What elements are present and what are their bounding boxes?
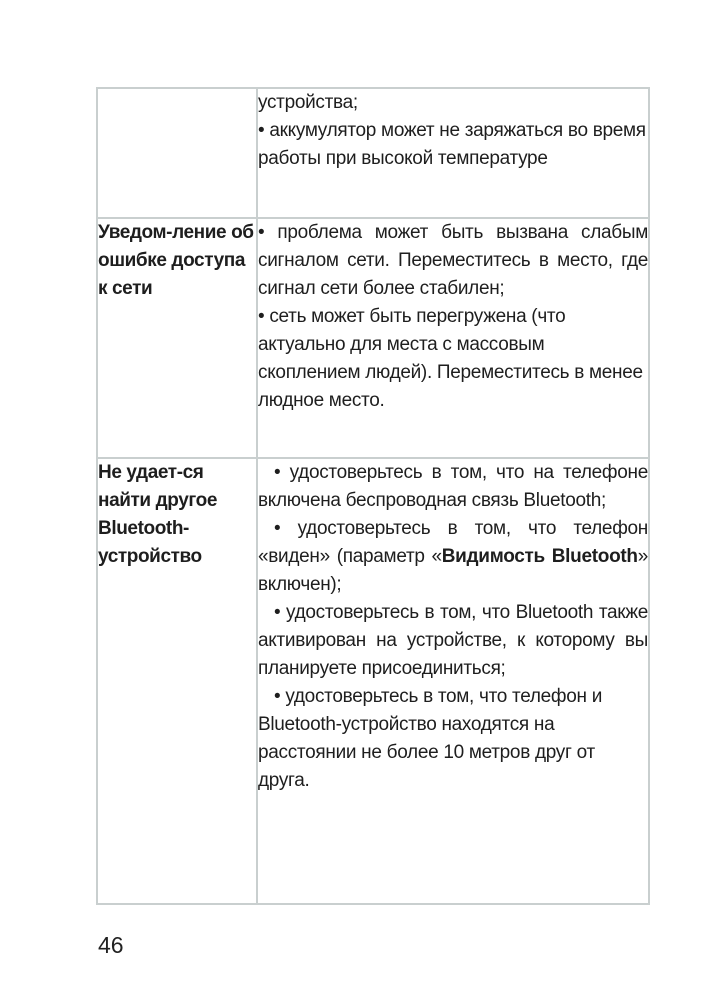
solution-text: » включен); — [258, 546, 648, 595]
troubleshooting-table — [96, 87, 650, 905]
setting-name: Видимость Bluetooth — [441, 546, 638, 567]
table-row — [97, 88, 649, 218]
problem-cell — [97, 88, 257, 218]
solution-line: • проблема может быть вызвана слабым сигналом сети. Переместитесь в место, где сигнал сети более стабилен; — [258, 222, 648, 299]
problem-cell: Не удает-ся найти другое Bluetooth-устройство — [97, 458, 257, 904]
page-number: 46 — [98, 932, 124, 958]
solution-item: • удостоверьтесь в том, что телефон и Bluetooth-устройство находятся на расстоянии не более 10 метров друг от друга. — [258, 686, 603, 791]
solution-cell — [257, 218, 649, 458]
table-row — [97, 458, 649, 904]
table-row — [97, 218, 649, 458]
solution-item: • удостоверьтесь в том, что Bluetooth также активирован на устройстве, к которому вы планируете присоединиться; — [258, 602, 648, 679]
solution-line: • сеть может быть перегружена (что актуально для места с массовым скоплением людей). Переместитесь в менее людное место. — [258, 306, 643, 411]
solution-item: • удостоверьтесь в том, что на телефоне включена беспроводная связь Bluetooth; — [258, 462, 648, 511]
problem-cell: Уведом-ление об ошибке доступа к сети — [97, 218, 257, 458]
solution-cell — [257, 458, 649, 904]
solution-cell — [257, 88, 649, 218]
solution-text: • удостоверьтесь в том, что телефон «виден» (параметр « — [258, 518, 648, 567]
solution-line: • аккумулятор может не заряжаться во время работы при высокой температуре — [258, 120, 646, 169]
solution-item — [258, 515, 648, 599]
solution-line: устройства; — [258, 92, 358, 113]
